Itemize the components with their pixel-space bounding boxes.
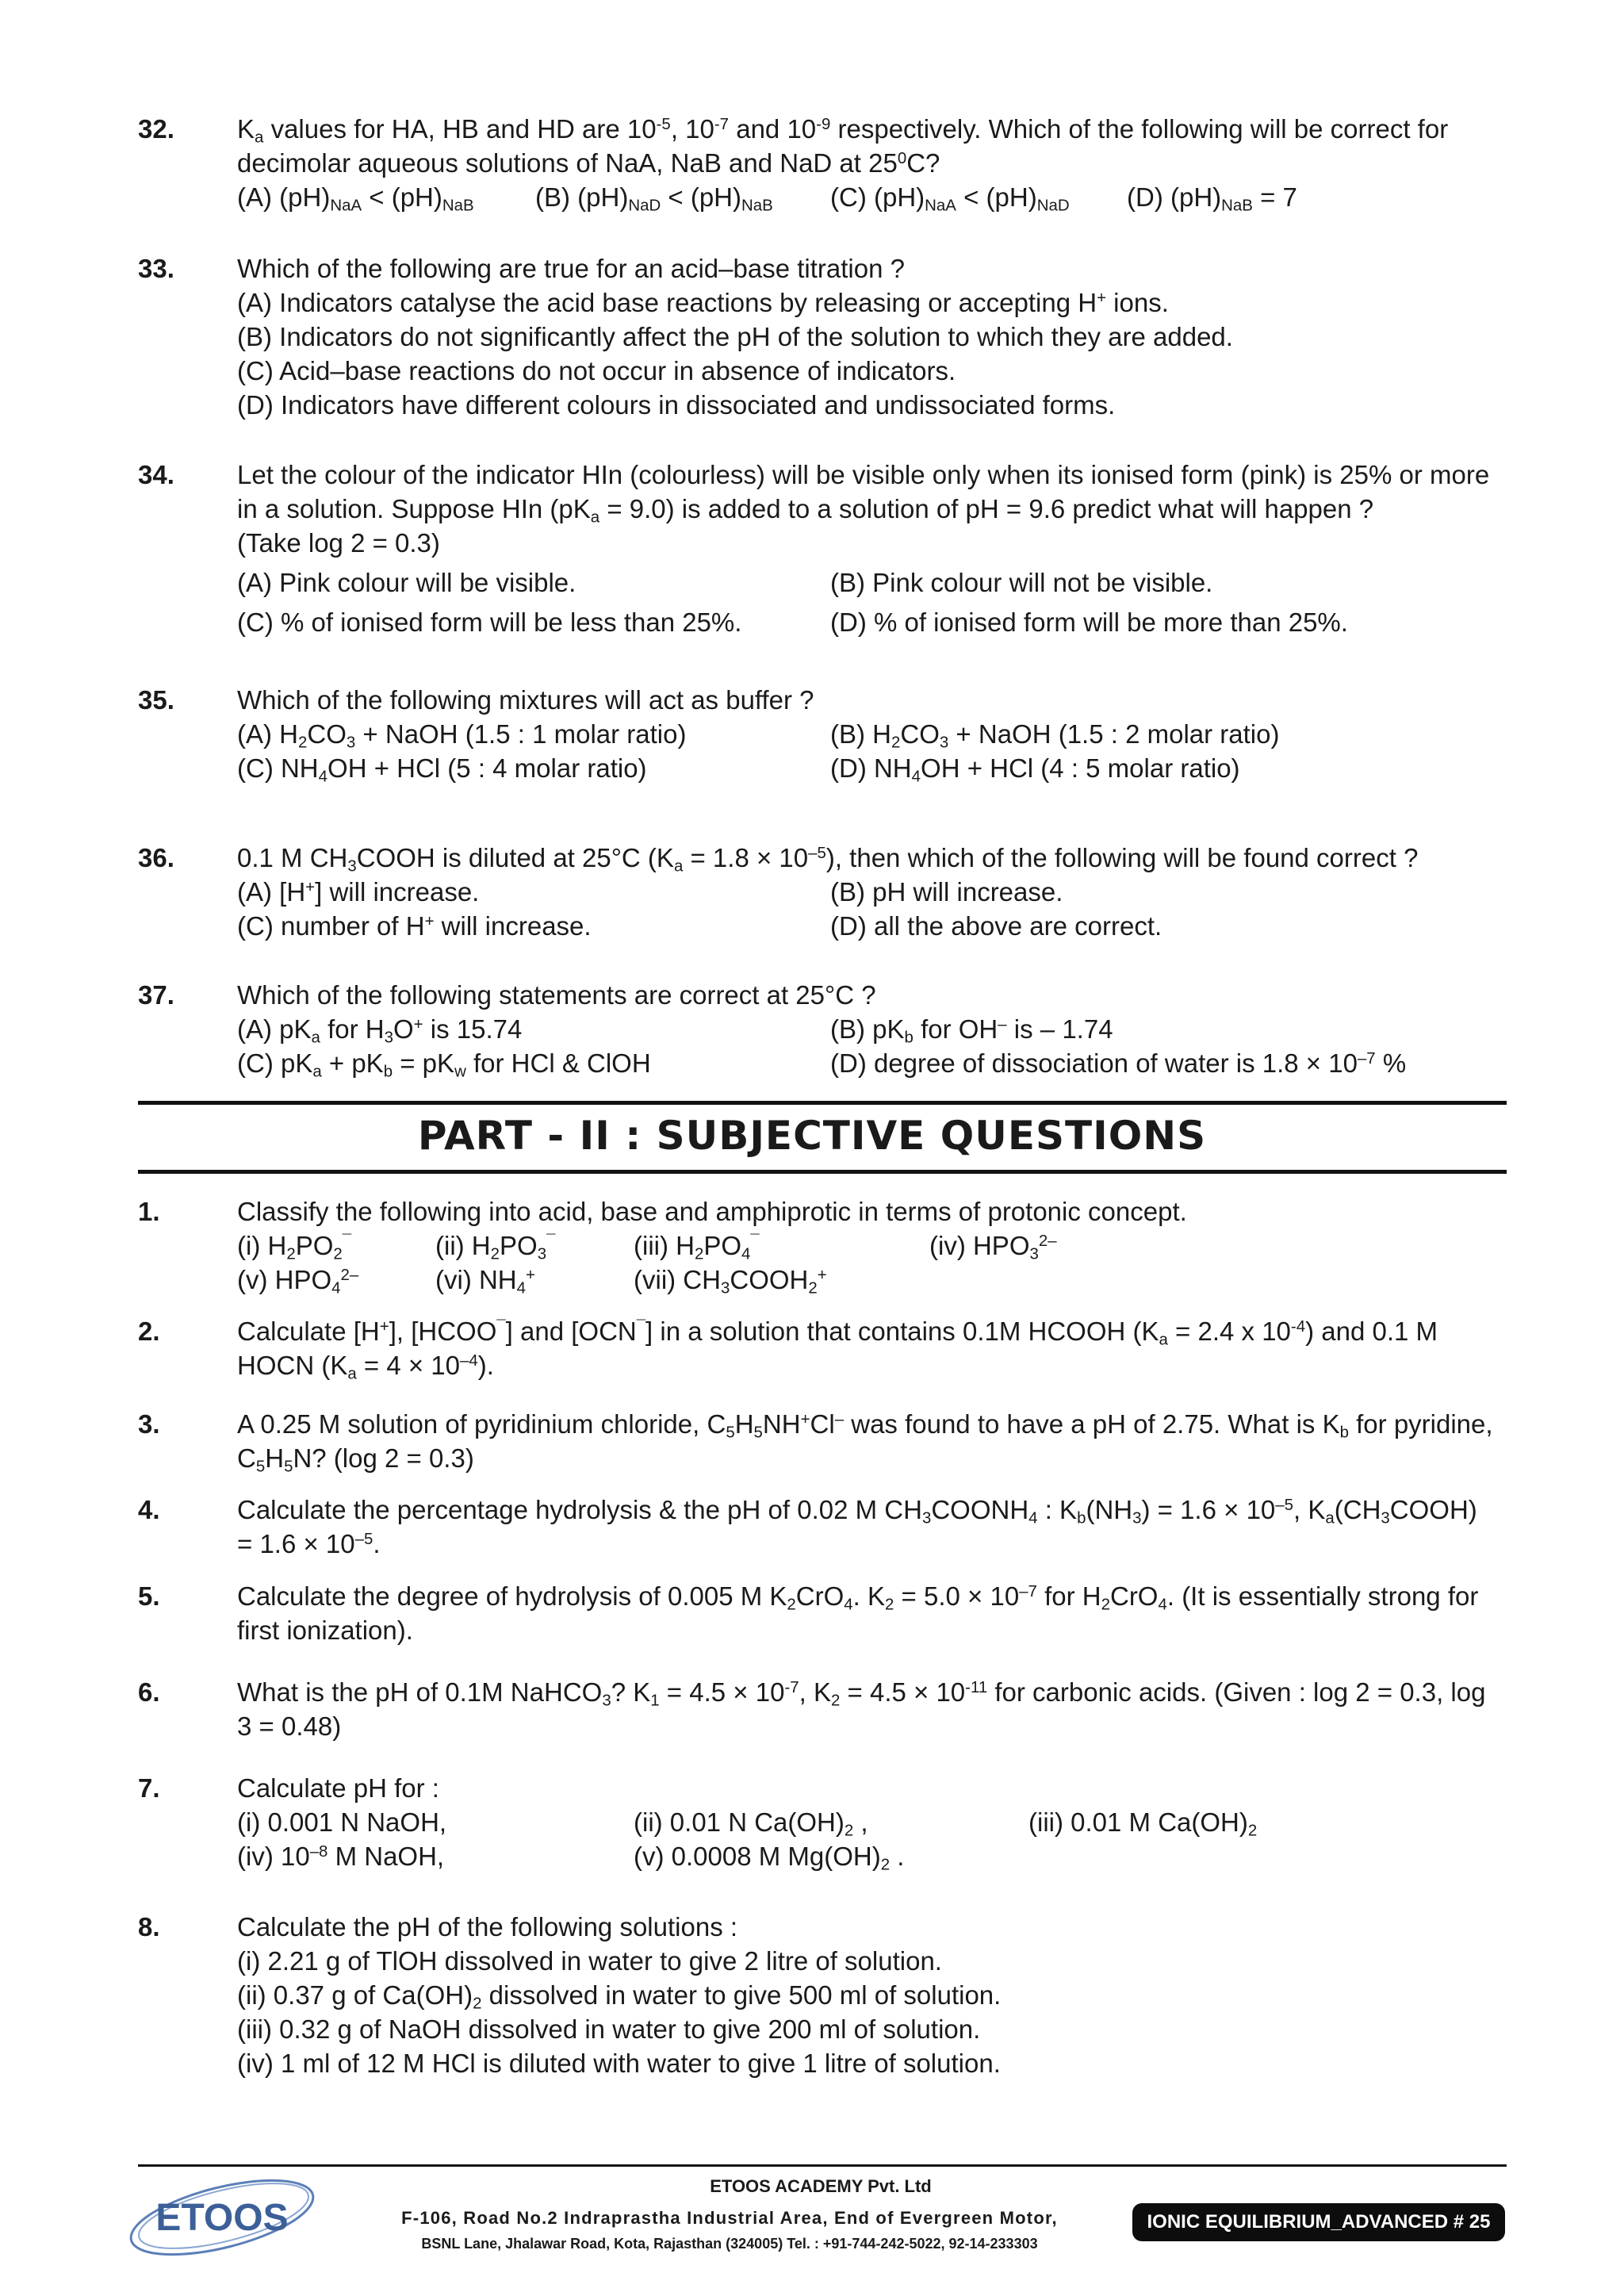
- question-number: 36.: [138, 843, 174, 872]
- question-stem: Calculate pH for :: [237, 1773, 439, 1803]
- question-number: 6.: [138, 1677, 160, 1707]
- option-a: (A) $H_2CO_3$ + NaOH (1.5 : 1 molar ratio): [237, 719, 687, 752]
- item-i: (i) 0.001 N NaOH,: [237, 1807, 447, 1837]
- option-a: (A) $(pH)_{NaA} < (pH)_{NaB}$: [237, 182, 474, 215]
- question-number: 4.: [138, 1495, 160, 1524]
- question-number: 32.: [138, 114, 174, 144]
- option-c: (C) $pK_a + pK_b = pK_w$ for HCl & ClOH: [237, 1048, 651, 1081]
- question-number: 2.: [138, 1317, 160, 1346]
- item-iii: (iii) 0.32 g of NaOH dissolved in water to give 200 ml of solution.: [237, 2014, 981, 2044]
- item-vi: (vi) $NH_4^+$: [435, 1265, 535, 1297]
- question-body: [237, 1910, 1506, 2080]
- option-d: (D) $NH_4OH$ + HCl (4 : 5 molar ratio): [830, 753, 1240, 786]
- option-d: (D) $(pH)_{NaB} = 7$: [1127, 182, 1297, 215]
- item-ii: (ii) 0.01 N $Ca(OH)_2$ ,: [634, 1807, 868, 1840]
- item-i: (i) $H_2PO_2^¯$: [237, 1231, 352, 1263]
- question-body: [237, 683, 1506, 785]
- question-stem: 0.1 M $CH_3COOH$ is diluted at 25°C $(K_a = 1.8 \times 10^{-5})$, then which of the following will be found correct ?: [237, 843, 1419, 876]
- question-body: [237, 112, 1506, 220]
- question-number: 1.: [138, 1197, 160, 1226]
- question-stem: Which of the following mixtures will act as buffer ?: [237, 685, 814, 715]
- question-stem: Which of the following are true for an acid–base titration ?: [237, 254, 905, 283]
- question-line: decimolar aqueous solutions of NaA, NaB and NaD at $25^0C$?: [237, 148, 940, 178]
- question-number: 5.: [138, 1581, 160, 1611]
- footer-address-line-1: F-106, Road No.2 Indraprastha Industrial Area, End of Evergreen Motor,: [401, 2208, 1058, 2228]
- question-number: 3.: [138, 1409, 160, 1439]
- options-row: [237, 751, 1506, 785]
- option-d: (D) all the above are correct.: [830, 911, 1162, 941]
- question-body: [237, 1771, 1506, 1873]
- item-v: (v) $HPO_4^{2-}$: [237, 1265, 359, 1297]
- item-ii: (ii) 0.37 g of $Ca(OH)_2$ dissolved in water to give 500 ml of solution.: [237, 1980, 1002, 2013]
- option-c: (C) % of ionised form will be less than 25%.: [237, 608, 742, 637]
- item-iv: (iv) $HPO_3^{2-}$: [929, 1231, 1057, 1263]
- question-line: $K_a$ values for HA, HB and HD are $10^{-5}$, $10^{-7}$ and $10^{-9}$ respectively. Which of the following will be correct for: [237, 114, 1449, 147]
- question-line: $C_5H_5N$? (log 2 = 0.3): [237, 1443, 474, 1476]
- options-row: [237, 875, 1506, 909]
- option-b: (B) pH will increase.: [830, 877, 1063, 907]
- logo-text: ETOOS: [155, 2197, 289, 2239]
- item-vii: (vii) $CH_3COOH_2^+$: [634, 1265, 827, 1297]
- item-iii: (iii) $H_2PO_4^¯$: [634, 1231, 760, 1263]
- option-b: (B) Indicators do not significantly affect the pH of the solution to which they are added.: [237, 322, 1233, 351]
- items-row: [237, 1805, 1506, 1839]
- option-b: (B) Pink colour will not be visible.: [830, 568, 1213, 597]
- option-d: (D) degree of dissociation of water is $1.8 \times 10^{-7}$ %: [830, 1048, 1407, 1078]
- question-body: [237, 1493, 1506, 1561]
- question-body: [237, 978, 1506, 1080]
- question-line: 3 = 0.48): [237, 1711, 342, 1741]
- option-a: (A) Pink colour will be visible.: [237, 568, 576, 597]
- item-iv: (iv) $10^{-8}$ M NaOH,: [237, 1842, 445, 1871]
- question-body: [237, 1579, 1506, 1647]
- question-line: HOCN $(K_a = 4 \times 10^{-4})$.: [237, 1351, 494, 1383]
- question-body: [237, 458, 1506, 639]
- item-v: (v) 0.0008 M $Mg(OH)_2$ .: [634, 1842, 905, 1874]
- question-body: [237, 841, 1506, 943]
- question-body: [237, 1675, 1506, 1743]
- item-i: (i) 2.21 g of TlOH dissolved in water to give 2 litre of solution.: [237, 1946, 942, 1976]
- footer-address-line-2: BSNL Lane, Jhalawar Road, Kota, Rajasthan (324005) Tel. : +91-744-242-5022, 92-14-233303: [421, 2236, 1038, 2252]
- question-number: 37.: [138, 980, 174, 1010]
- question-stem: Classify the following into acid, base and amphiprotic in terms of protonic concept.: [237, 1197, 1187, 1226]
- question-body: [237, 1314, 1506, 1382]
- footer-rule: [138, 2164, 1507, 2167]
- options-row: [237, 180, 1506, 220]
- question-line: (Take log 2 = 0.3): [237, 528, 440, 558]
- options-row: [237, 1012, 1506, 1046]
- etoos-logo: [119, 2171, 317, 2259]
- heading-bottom-rule: [138, 1170, 1507, 1174]
- question-stem: Which of the following statements are correct at 25°C ?: [237, 980, 876, 1010]
- option-c: (C) $(pH)_{NaA} < (pH)_{NaD}$: [830, 182, 1070, 215]
- option-b: (B) $(pH)_{NaD} < (pH)_{NaB}$: [535, 182, 773, 215]
- question-number: 7.: [138, 1773, 160, 1803]
- options-row: [237, 1046, 1506, 1080]
- option-a: (A) [H+] will increase.: [237, 877, 480, 907]
- option-c: (C) number of H+ will increase.: [237, 911, 592, 941]
- question-line: = $1.6 \times 10^{-5}$.: [237, 1529, 381, 1558]
- options-row: [237, 565, 1506, 605]
- question-line: Let the colour of the indicator HIn (colourless) will be visible only when its ionised form (pink) is 25% or more: [237, 460, 1490, 489]
- option-c: (C) $NH_4OH$ + HCl (5 : 4 molar ratio): [237, 753, 647, 786]
- question-body: [237, 251, 1506, 422]
- chapter-page-badge: IONIC EQUILIBRIUM_ADVANCED # 25: [1132, 2203, 1505, 2241]
- question-number: 34.: [138, 460, 174, 489]
- question-number: 33.: [138, 254, 174, 283]
- question-line: Calculate [H+], [HCOO¯] and [OCN¯] in a solution that contains 0.1M HCOOH ($K_a = 2.4$ x $10^{-4}$) and 0.1 M: [237, 1317, 1438, 1349]
- question-line: Calculate the percentage hydrolysis & the pH of 0.02 M $CH_3COONH_4$ : $K_b(NH_3) = 1.6 \times 10^{-5}$, $K_a(CH_3COOH)$: [237, 1495, 1477, 1527]
- items-row: [237, 1263, 1506, 1297]
- question-number: 35.: [138, 685, 174, 715]
- question-body: [237, 1407, 1506, 1475]
- option-b: (B) $H_2CO_3$ + NaOH (1.5 : 2 molar ratio): [830, 719, 1280, 752]
- question-line: What is the pH of 0.1M NaHCO$_3$? $K_1 = 4.5 \times 10^{-7}$, $K_2 = 4.5 \times 10^{-11}$ for carbonic acids. (Given : log 2 = 0.3, log: [237, 1677, 1486, 1710]
- question-number: 8.: [138, 1912, 160, 1941]
- question-body: [237, 1194, 1506, 1297]
- options-row: [237, 717, 1506, 751]
- item-iii: (iii) 0.01 M $Ca(OH)_2$: [1028, 1807, 1258, 1840]
- option-d: (D) Indicators have different colours in dissociated and undissociated forms.: [237, 390, 1116, 420]
- question-line: Calculate the degree of hydrolysis of 0.005 M $K_2CrO_4$. $K_2 = 5.0 \times 10^{-7}$ for $H_2CrO_4$. (It is essentially strong for: [237, 1581, 1479, 1614]
- item-ii: (ii) $H_2PO_3^¯$: [435, 1231, 556, 1263]
- heading-top-rule: [138, 1101, 1507, 1105]
- option-d: (D) % of ionised form will be more than 25%.: [830, 608, 1348, 637]
- items-row: [237, 1228, 1506, 1263]
- item-iv: (iv) 1 ml of 12 M HCl is diluted with water to give 1 litre of solution.: [237, 2049, 1001, 2078]
- logo-swoosh-icon: [119, 2171, 317, 2259]
- question-line: A 0.25 M solution of pyridinium chloride, $C_5H_5NH^+Cl^-$ was found to have a pH of 2.75. What is $K_b$ for pyridine,: [237, 1409, 1493, 1442]
- option-a: (A) Indicators catalyse the acid base reactions by releasing or accepting H+ ions.: [237, 288, 1169, 317]
- question-stem: Calculate the pH of the following solutions :: [237, 1912, 738, 1941]
- option-b: (B) $pK_b$ for OH– is – 1.74: [830, 1014, 1113, 1047]
- question-line: in a solution. Suppose HIn $(pK_a = 9.0)$ is added to a solution of pH = 9.6 predict what will happen ?: [237, 494, 1374, 527]
- footer-company: ETOOS ACADEMY Pvt. Ltd: [710, 2176, 932, 2196]
- options-row: [237, 605, 1506, 639]
- items-row: [237, 1839, 1506, 1873]
- section-heading: PART - II : SUBJECTIVE QUESTIONS: [417, 1113, 1207, 1159]
- question-line: first ionization).: [237, 1616, 413, 1645]
- options-row: [237, 909, 1506, 943]
- option-a: (A) $pK_a$ for $H_3O^+$ is 15.74: [237, 1014, 523, 1047]
- option-c: (C) Acid–base reactions do not occur in absence of indicators.: [237, 356, 956, 385]
